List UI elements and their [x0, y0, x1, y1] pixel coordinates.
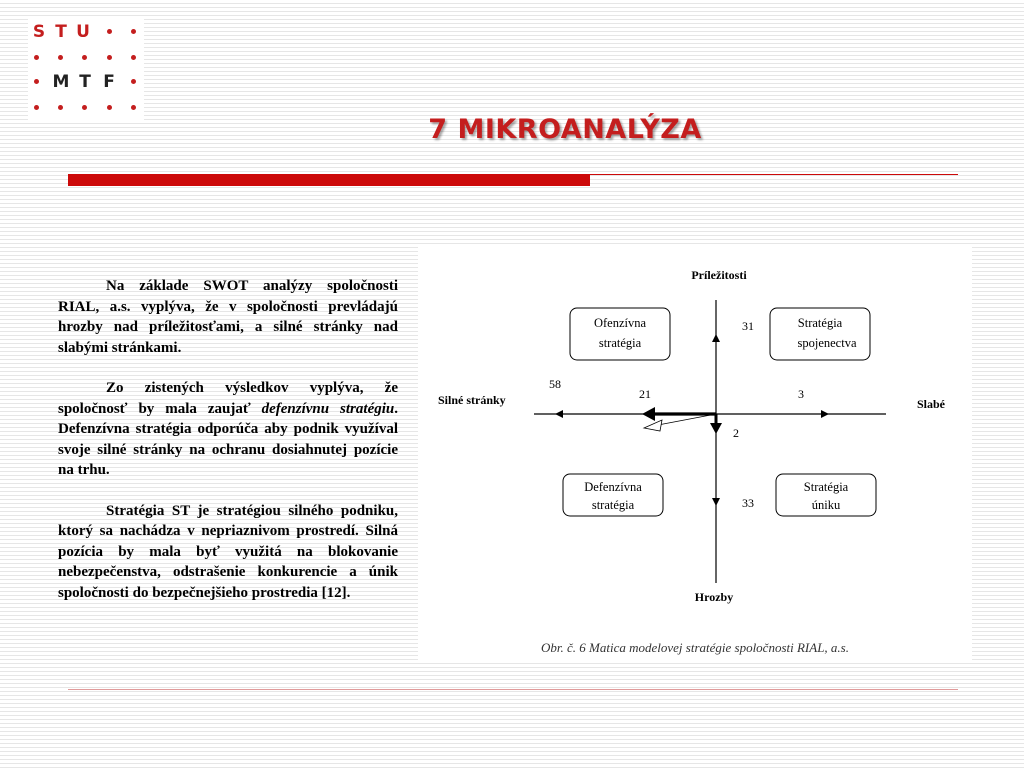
value-strengths-net: 21 — [639, 387, 651, 401]
vector-threats-head — [710, 423, 722, 434]
figure-caption: Obr. č. 6 Matica modelovej stratégie spoločnosti RIAL, a.s. — [541, 640, 849, 655]
paragraph-text: Zo zistených výsledkov vyplýva, že spoločnosť by mala zaujať — [58, 380, 398, 417]
logo-dot — [34, 105, 39, 110]
value-opportunities: 31 — [742, 319, 754, 333]
quadrant-label-offensive-2: stratégia — [598, 336, 642, 350]
paragraph-swot: Na základe SWOT analýzy spoločnosti RIAL, a.s. vyplýva, že v spoločnosti prevládajú hrozby nad príležitosťami, a silné stránky nad slabými stránkami. — [58, 278, 398, 356]
axis-label-weaknesses: Slabé — [917, 397, 946, 411]
logo-dot — [82, 55, 87, 60]
axis-label-threats: Hrozby — [694, 590, 734, 604]
value-weaknesses: 3 — [798, 387, 804, 401]
logo-dot — [82, 105, 87, 110]
quadrant-label-alliance-1: Stratégia — [797, 316, 843, 330]
quadrant-label-defensive-1: Defenzívna — [584, 480, 642, 494]
quadrant-label-alliance-2: spojenectva — [797, 336, 857, 350]
strategy-matrix-diagram — [418, 245, 972, 635]
quadrant-label-defensive-2: stratégia — [591, 498, 635, 512]
logo-letter: T — [55, 22, 67, 42]
logo-dot — [107, 29, 112, 34]
paragraph-text: . Defenzívna stratégia odporúča aby podnik využíval svoje silné stránky na ochranu dosiahnutej pozície na trhu. — [58, 400, 398, 478]
logo-dot — [58, 55, 63, 60]
logo-dot — [131, 105, 136, 110]
logo-letter: F — [103, 72, 115, 92]
logo-dot — [107, 105, 112, 110]
logo-dot — [34, 79, 39, 84]
logo-dot — [107, 55, 112, 60]
resultant-vector — [658, 414, 716, 425]
logo-dot — [34, 55, 39, 60]
title-underline-thin — [590, 174, 958, 175]
logo-letter: M — [52, 72, 70, 92]
paragraph-defensive — [58, 378, 398, 481]
logo-dot — [58, 105, 63, 110]
title-underline-thick — [68, 174, 590, 186]
quadrant-label-escape-2: úniku — [811, 498, 841, 512]
body-text — [58, 276, 398, 623]
vector-strengths-head — [642, 407, 655, 421]
footer-divider — [68, 689, 958, 690]
value-threats: 33 — [742, 496, 754, 510]
page-title: 7 MIKROANALÝZA — [428, 114, 702, 145]
quadrant-label-offensive-1: Ofenzívna — [593, 316, 647, 330]
axis-label-opportunities: Príležitosti — [691, 268, 747, 282]
value-strengths-total: 58 — [549, 377, 561, 391]
emphasis-text: defenzívnu stratégiu — [261, 400, 395, 417]
logo-dot — [131, 79, 136, 84]
logo-letter: S — [32, 22, 46, 42]
logo-letter: T — [79, 72, 91, 92]
value-net-threats: 2 — [733, 426, 739, 440]
paragraph-st-strategy: Stratégia ST je stratégiou silného podniku, ktorý sa nachádza v nepriaznivom prostredí. Silná pozícia by mala byť využitá na blokovanie nebezpečenstva, odstrašenie konkurencie a únik spoločnosti do bezpečnejšieho prostredia [12]. — [58, 502, 398, 601]
axis-label-strengths: Silné stránky — [438, 393, 506, 407]
logo-letter: U — [76, 22, 90, 42]
resultant-vector-head — [644, 420, 662, 431]
logo-dot — [131, 29, 136, 34]
logo-dot — [131, 55, 136, 60]
strategy-matrix-figure — [418, 245, 972, 662]
quadrant-label-escape-1: Stratégia — [803, 480, 849, 494]
stu-mtf-logo — [28, 18, 144, 120]
